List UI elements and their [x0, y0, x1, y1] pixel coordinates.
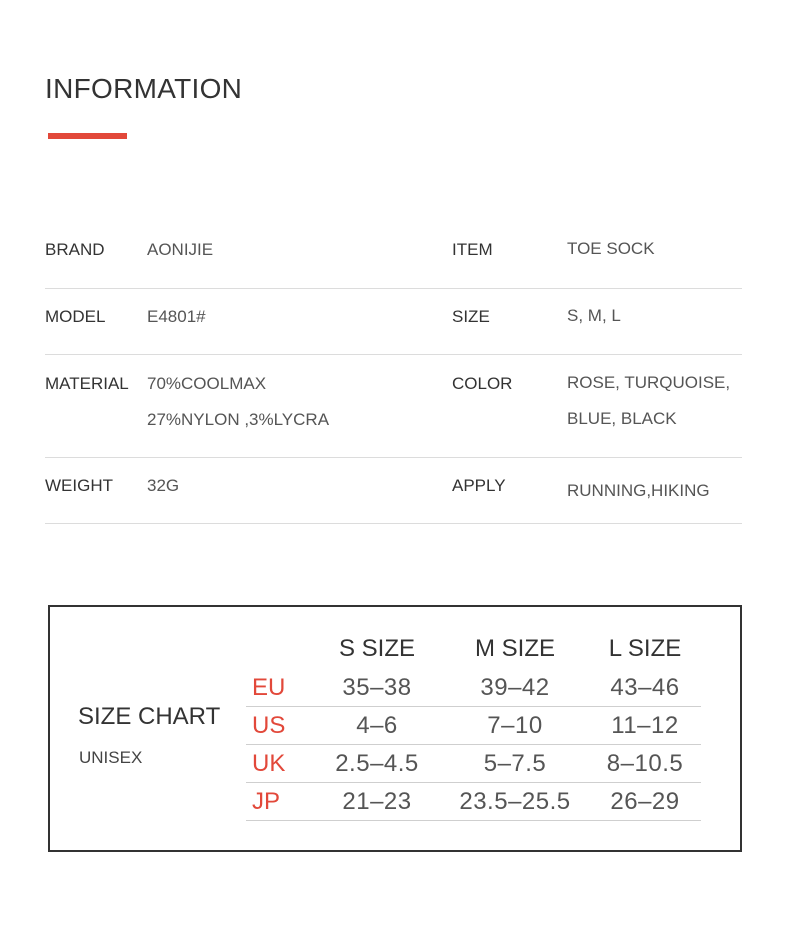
info-row-model [45, 289, 742, 355]
title-accent-bar [48, 133, 127, 139]
region-label: US [252, 712, 286, 739]
page-title: INFORMATION [45, 73, 243, 104]
size-value: 5–7.5 [483, 750, 547, 777]
column-header-m: M SIZE [474, 635, 555, 662]
info-row-brand [45, 222, 742, 289]
info-key: COLOR [452, 374, 513, 393]
info-value: E4801# [147, 307, 206, 326]
info-key: MATERIAL [45, 374, 129, 393]
size-row-us [246, 706, 701, 745]
info-value: ROSE, TURQUOISE, BLUE, BLACK [567, 373, 731, 428]
info-key: MODEL [45, 307, 106, 326]
info-key: SIZE [452, 307, 490, 326]
size-value: 2.5–4.5 [335, 750, 419, 777]
info-row-material [45, 355, 742, 458]
size-chart-subtitle: UNISEX [79, 748, 143, 767]
info-value: S, M, L [567, 306, 621, 325]
info-key: BRAND [45, 240, 105, 259]
size-value: 43–46 [610, 674, 680, 701]
info-value: AONIJIE [147, 240, 214, 259]
info-value: 32G [147, 476, 180, 495]
region-label: EU [252, 674, 286, 701]
info-key: APPLY [452, 476, 506, 495]
info-row-weight [45, 458, 742, 524]
size-value: 35–38 [342, 674, 412, 701]
size-chart-box [48, 605, 742, 852]
size-value: 39–42 [480, 674, 550, 701]
column-header-s: S SIZE [338, 635, 416, 662]
info-value: TOE SOCK [567, 239, 655, 258]
size-value: 7–10 [487, 712, 543, 739]
size-row-eu [246, 668, 701, 707]
size-value: 21–23 [342, 788, 412, 815]
info-key: WEIGHT [45, 476, 113, 495]
size-row-uk [246, 744, 701, 783]
size-value: 23.5–25.5 [459, 788, 571, 815]
column-header-l: L SIZE [608, 635, 682, 662]
size-value: 11–12 [611, 712, 679, 739]
info-key: ITEM [452, 240, 493, 259]
size-value: 4–6 [356, 712, 398, 739]
size-value: 26–29 [610, 788, 680, 815]
region-label: UK [252, 750, 286, 777]
info-value: 70%COOLMAX 27%NYLON ,3%LYCRA [147, 374, 330, 429]
info-value: RUNNING,HIKING [567, 481, 710, 500]
region-label: JP [252, 788, 281, 815]
info-table [45, 222, 742, 524]
size-chart-title: SIZE CHART [78, 703, 221, 730]
size-row-jp [246, 782, 701, 821]
size-value: 8–10.5 [606, 750, 684, 777]
